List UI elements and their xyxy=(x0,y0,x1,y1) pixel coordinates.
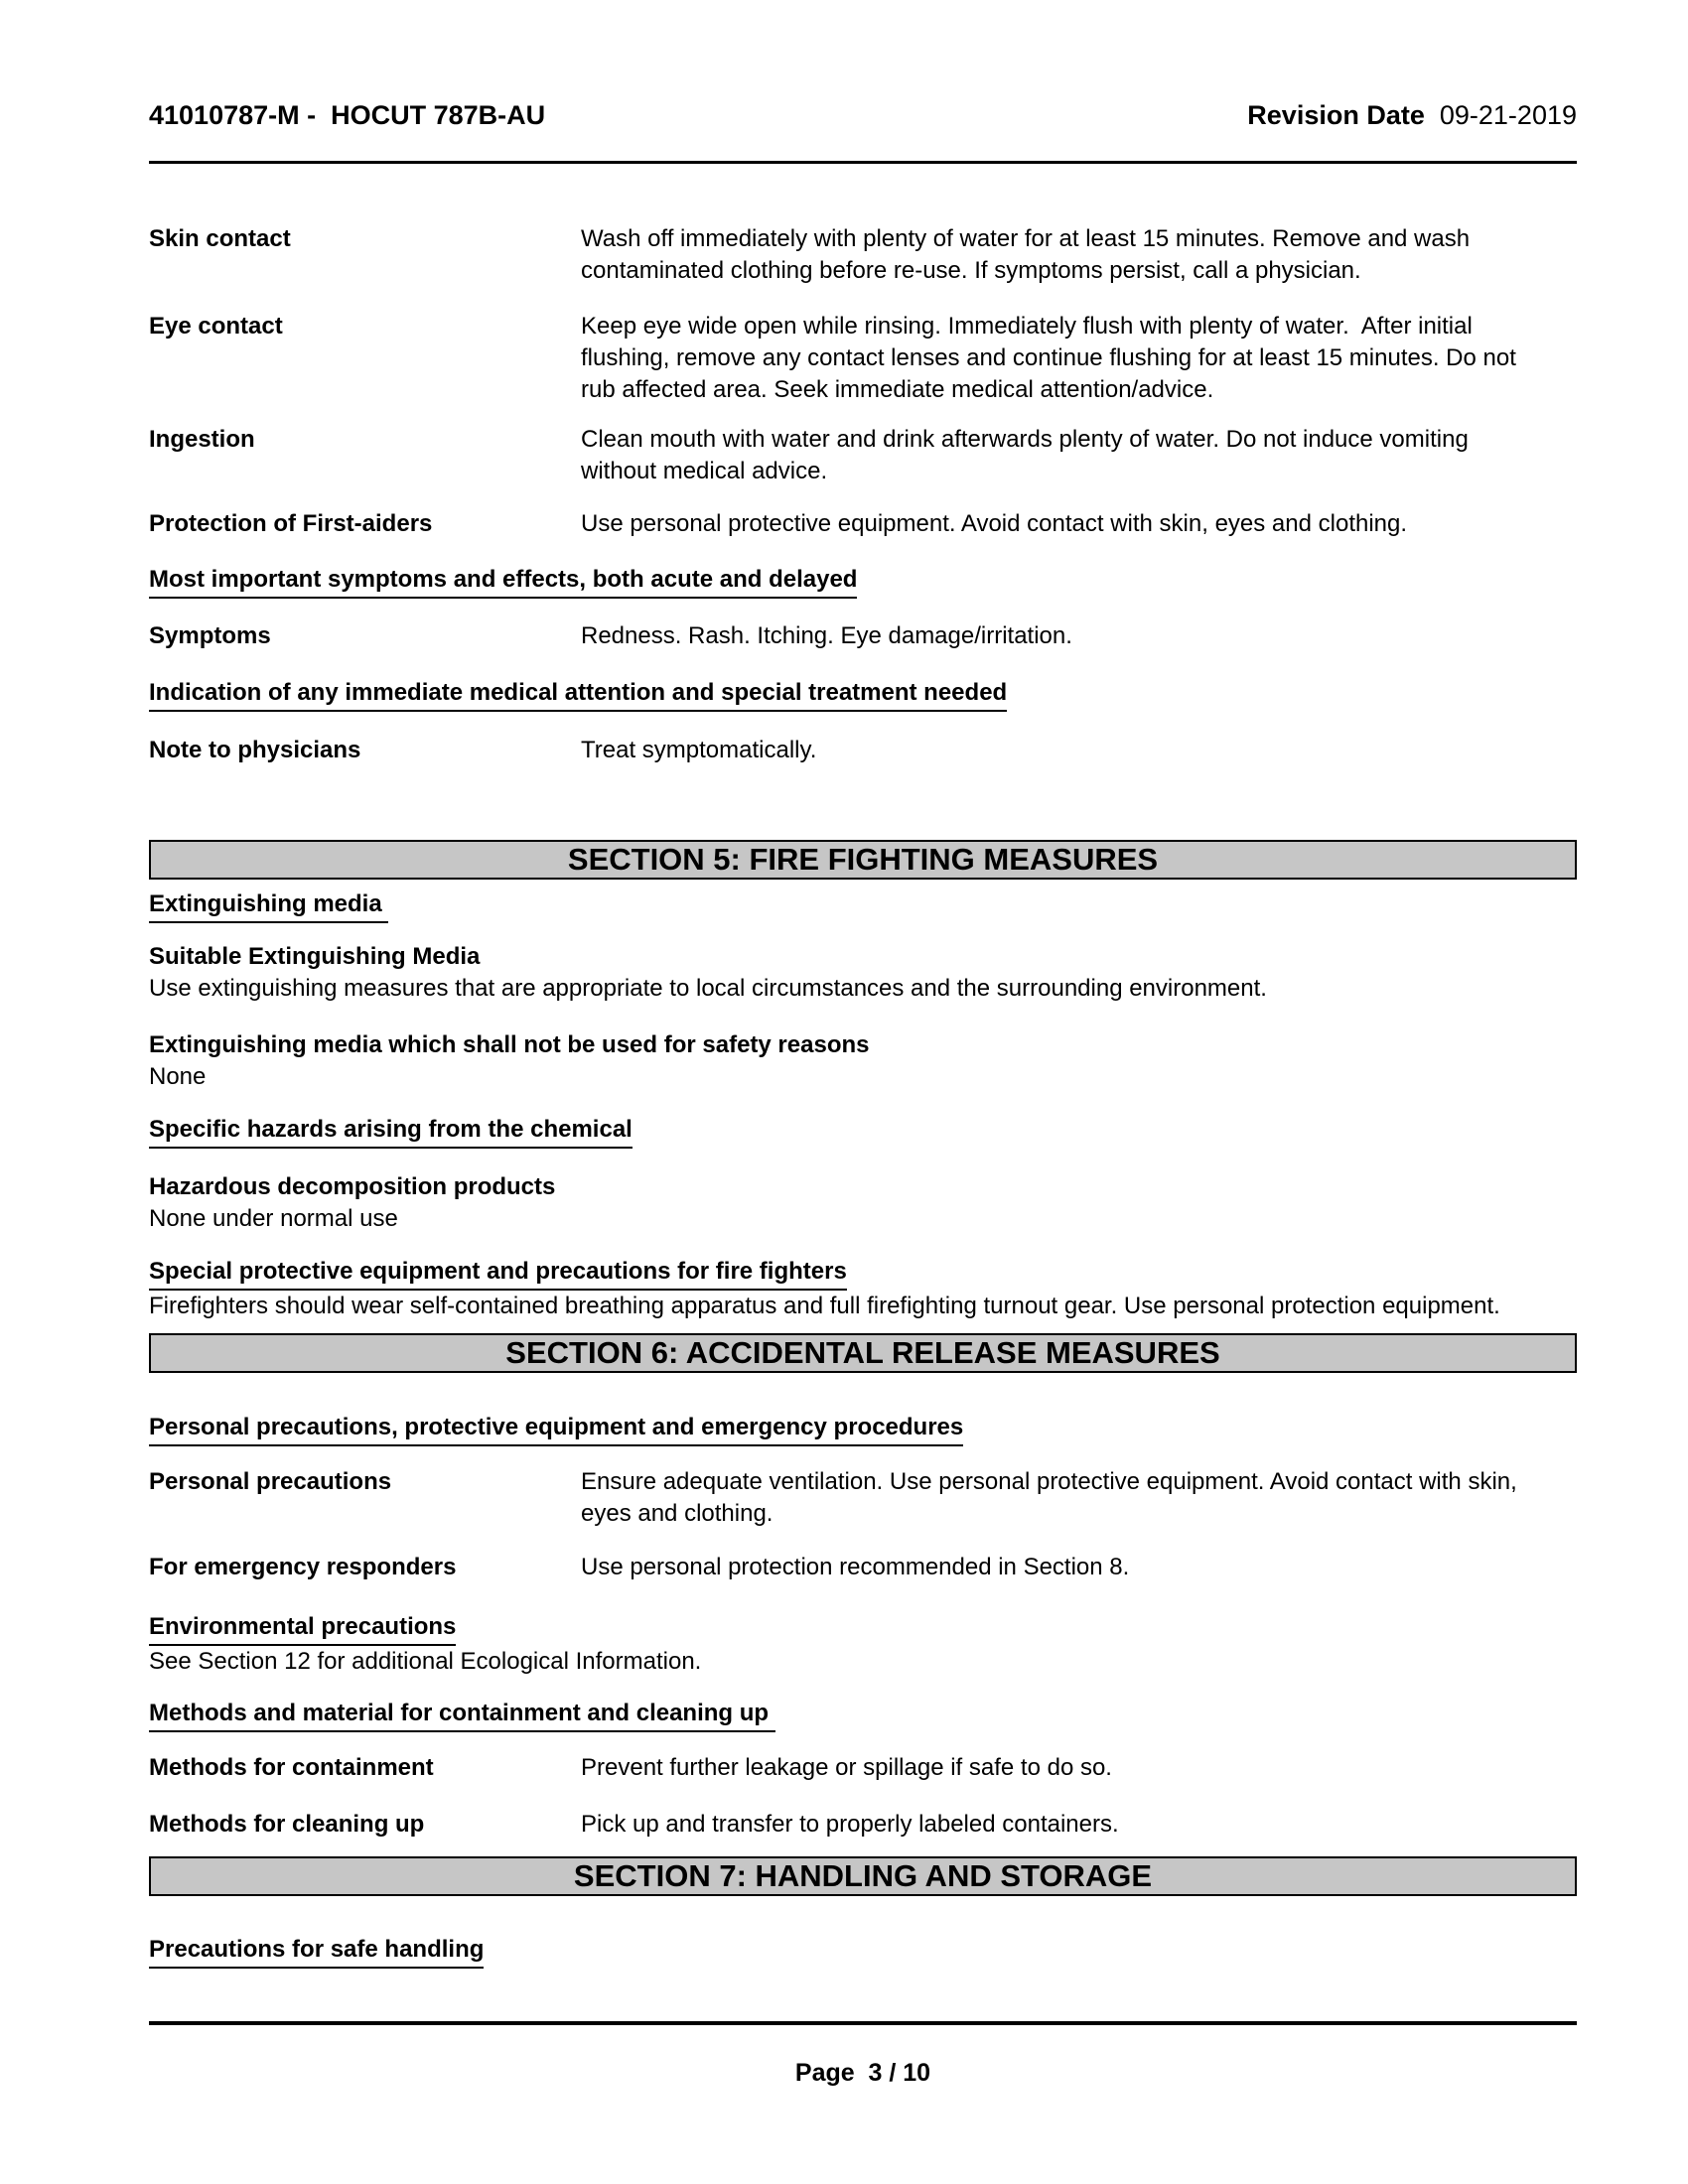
section-6-header-bar xyxy=(149,1333,1577,1373)
heading-personal-precautions: Personal precautions, protective equipment and emergency procedures xyxy=(149,1412,1577,1446)
row-label: Protection of First-aiders xyxy=(149,510,433,537)
revision-date xyxy=(1247,99,1577,131)
row-value: Use personal protective equipment. Avoid contact with skin, eyes and clothing. xyxy=(581,510,1408,537)
section-5-header-bar xyxy=(149,840,1577,880)
revision-date-label: Revision Date xyxy=(1247,100,1425,130)
row-label: Personal precautions xyxy=(149,1468,392,1495)
group-environmental-precautions xyxy=(149,1611,1577,1678)
row-label: Methods for containment xyxy=(149,1754,434,1781)
footer-rule xyxy=(149,2021,1577,2025)
row-label: Skin contact xyxy=(149,225,291,252)
group-text: None under normal use xyxy=(149,1205,398,1232)
row-value: Treat symptomatically. xyxy=(581,737,817,763)
row-label: Eye contact xyxy=(149,313,283,340)
row-label: For emergency responders xyxy=(149,1554,457,1580)
row-value: Ensure adequate ventilation. Use personal protective equipment. Avoid contact with skin, eyes and clothing. xyxy=(581,1468,1524,1527)
group-heading: Extinguishing media which shall not be used for safety reasons xyxy=(149,1031,870,1058)
heading-precautions-safe-handling: Precautions for safe handling xyxy=(149,1934,1577,1969)
group-suitable-extinguishing-media xyxy=(149,941,1577,1005)
row-value: Clean mouth with water and drink afterwards plenty of water. Do not induce vomiting without medical advice. xyxy=(581,426,1476,484)
row-label: Ingestion xyxy=(149,426,255,453)
heading-specific-hazards: Specific hazards arising from the chemical xyxy=(149,1114,1577,1149)
group-special-protective-equipment xyxy=(149,1256,1577,1322)
page-number: Page 3 / 10 xyxy=(794,2059,931,2087)
section-7-header-bar xyxy=(149,1856,1577,1896)
revision-date-value: 09-21-2019 xyxy=(1439,100,1577,130)
group-heading: Special protective equipment and precautions for fire fighters xyxy=(149,1256,1577,1291)
group-hazardous-decomposition xyxy=(149,1171,1577,1235)
row-value: Wash off immediately with plenty of water for at least 15 minutes. Remove and wash contaminated clothing before re-use. If symptoms persist, call a physician. xyxy=(581,225,1477,284)
section-5-title: SECTION 5: FIRE FIGHTING MEASURES xyxy=(567,842,1159,877)
row-value: Pick up and transfer to properly labeled containers. xyxy=(581,1811,1119,1838)
section-7-title: SECTION 7: HANDLING AND STORAGE xyxy=(573,1858,1153,1893)
page-header xyxy=(149,99,1577,131)
group-text: None xyxy=(149,1063,207,1090)
group-text: Firefighters should wear self-contained breathing apparatus and full firefighting turnout gear. Use personal protection equipment. xyxy=(149,1293,1500,1319)
group-heading: Suitable Extinguishing Media xyxy=(149,943,481,970)
section-6-title: SECTION 6: ACCIDENTAL RELEASE MEASURES xyxy=(505,1335,1220,1370)
row-value: Use personal protection recommended in Section 8. xyxy=(581,1554,1130,1580)
heading-most-important-symptoms: Most important symptoms and effects, both acute and delayed xyxy=(149,564,1577,599)
row-value: Keep eye wide open while rinsing. Immediately flush with plenty of water. After initial flushing, remove any contact lenses and continue flushing for at least 15 minutes. Do not rub affected area. Seek immediate medical attention/advice. xyxy=(581,313,1523,403)
document-id-title: 41010787-M - HOCUT 787B-AU xyxy=(149,100,546,130)
group-text: See Section 12 for additional Ecological Information. xyxy=(149,1648,702,1675)
heading-extinguishing-media: Extinguishing media xyxy=(149,888,1577,923)
row-label: Note to physicians xyxy=(149,737,361,763)
row-label: Symptoms xyxy=(149,622,271,649)
row-label: Methods for cleaning up xyxy=(149,1811,425,1838)
group-heading: Hazardous decomposition products xyxy=(149,1173,556,1200)
heading-indication-medical-attention: Indication of any immediate medical attention and special treatment needed xyxy=(149,677,1577,712)
revision-date-gap xyxy=(1425,100,1440,130)
group-text: Use extinguishing measures that are appropriate to local circumstances and the surrounding environment. xyxy=(149,975,1267,1002)
heading-methods-containment-cleaning: Methods and material for containment and cleaning up xyxy=(149,1698,1577,1732)
header-rule xyxy=(149,161,1577,164)
group-media-not-used xyxy=(149,1029,1577,1093)
group-heading: Environmental precautions xyxy=(149,1611,1577,1646)
row-value: Redness. Rash. Itching. Eye damage/irritation. xyxy=(581,622,1072,649)
row-value: Prevent further leakage or spillage if safe to do so. xyxy=(581,1754,1112,1781)
